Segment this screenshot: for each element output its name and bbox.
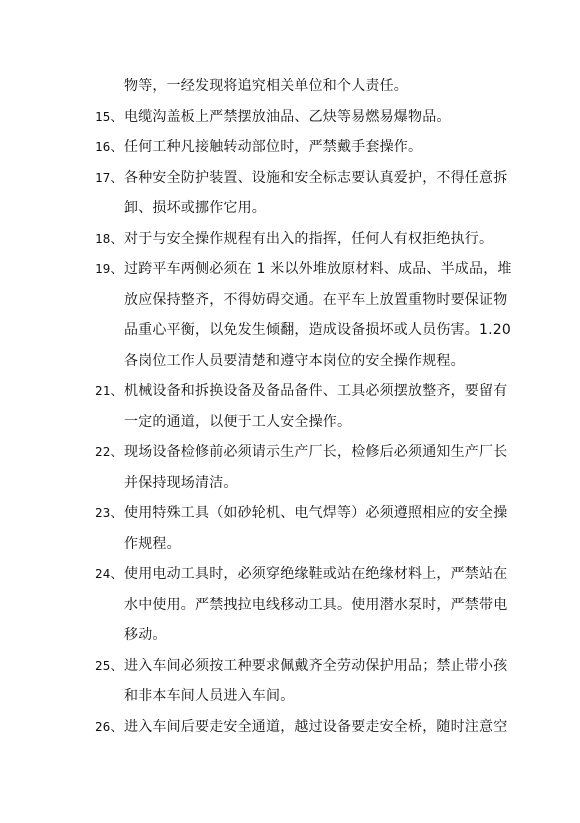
list-item-line <box>0 651 580 682</box>
continuation-line <box>0 346 580 377</box>
continuation-line <box>0 620 580 651</box>
item-text: 各种安全防护装置、设施和安全标志要认真爱护，不得任意拆 <box>124 169 508 186</box>
item-text: 水中使用。严禁拽拉电线移动工具。使用潜水泵时，严禁带电 <box>124 596 508 613</box>
list-item-line <box>0 437 580 468</box>
item-text: 一定的通道，以便于工人安全操作。 <box>124 413 352 430</box>
list-item-line <box>0 102 580 133</box>
item-text: 使用特殊工具（如砂轮机、电气焊等）必须遵照相应的安全操 <box>124 505 508 521</box>
item-text: 和非本车间人员进入车间。 <box>124 688 295 704</box>
continuation-line <box>0 590 580 621</box>
item-number: 22、 <box>95 444 124 459</box>
item-text: 卸、损坏或挪作它用。 <box>124 200 266 216</box>
list-item-line <box>0 254 580 285</box>
item-number: 18、 <box>95 230 124 246</box>
item-text: 各岗位工作人员要清楚和遵守本岗位的安全操作规程。 <box>124 352 465 369</box>
item-text: 电缆沟盖板上严禁摆放油品、乙炔等易燃易爆物品。 <box>124 108 451 125</box>
list-item-line <box>0 132 580 163</box>
list-item-line <box>0 376 580 407</box>
item-text: 进入车间必须按工种要求佩戴齐全劳动保护用品；禁止带小孩 <box>124 657 508 674</box>
list-item-line <box>0 559 580 590</box>
item-number: 26、 <box>95 718 124 734</box>
item-number: 23、 <box>95 505 124 520</box>
item-text: 任何工种凡接触转动部位时，严禁戴手套操作。 <box>124 139 423 155</box>
item-text: 现场设备检修前必须请示生产厂长，检修后必须通知生产厂长 <box>124 444 508 460</box>
continuation-line <box>0 71 580 102</box>
item-number: 25、 <box>95 657 124 673</box>
item-text: 放应保持整齐，不得妨碍交通。在平车上放置重物时要保证物 <box>124 291 508 308</box>
continuation-line <box>0 681 580 712</box>
item-number: 17、 <box>95 169 124 185</box>
list-item-line <box>0 224 580 255</box>
item-number: 15、 <box>95 108 124 124</box>
continuation-line <box>0 193 580 224</box>
item-number: 24、 <box>95 566 124 581</box>
continuation-line <box>0 407 580 438</box>
item-text: 物等，一经发现将追究相关单位和个人责任。 <box>124 78 408 94</box>
item-text: 移动。 <box>124 627 167 643</box>
list-item-line <box>0 498 580 529</box>
continuation-line <box>0 285 580 316</box>
item-text: 机械设备和拆换设备及备品备件、工具必须摆放整齐，要留有 <box>124 383 508 399</box>
item-number: 21、 <box>95 383 124 398</box>
item-text: 使用电动工具时，必须穿绝缘鞋或站在绝缘材料上，严禁站在 <box>124 566 508 582</box>
continuation-line <box>0 529 580 560</box>
list-item-line <box>0 163 580 194</box>
item-text: 品重心平衡，以免发生倾翻，造成设备损坏或人员伤害。1.20 <box>124 322 511 338</box>
continuation-line <box>0 315 580 346</box>
item-number: 19、 <box>95 261 124 276</box>
item-text: 对于与安全操作规程有出入的指挥，任何人有权拒绝执行。 <box>124 230 494 247</box>
item-text: 并保持现场清洁。 <box>124 474 238 491</box>
list-item-line <box>0 712 580 743</box>
continuation-line <box>0 468 580 499</box>
item-number: 16、 <box>95 139 124 154</box>
item-text: 作规程。 <box>124 535 181 552</box>
item-text: 过跨平车两侧必须在 1 米以外堆放原材料、成品、半成品，堆 <box>124 261 512 277</box>
item-text: 进入车间后要走安全通道，越过设备要走安全桥，随时注意空 <box>124 718 508 735</box>
